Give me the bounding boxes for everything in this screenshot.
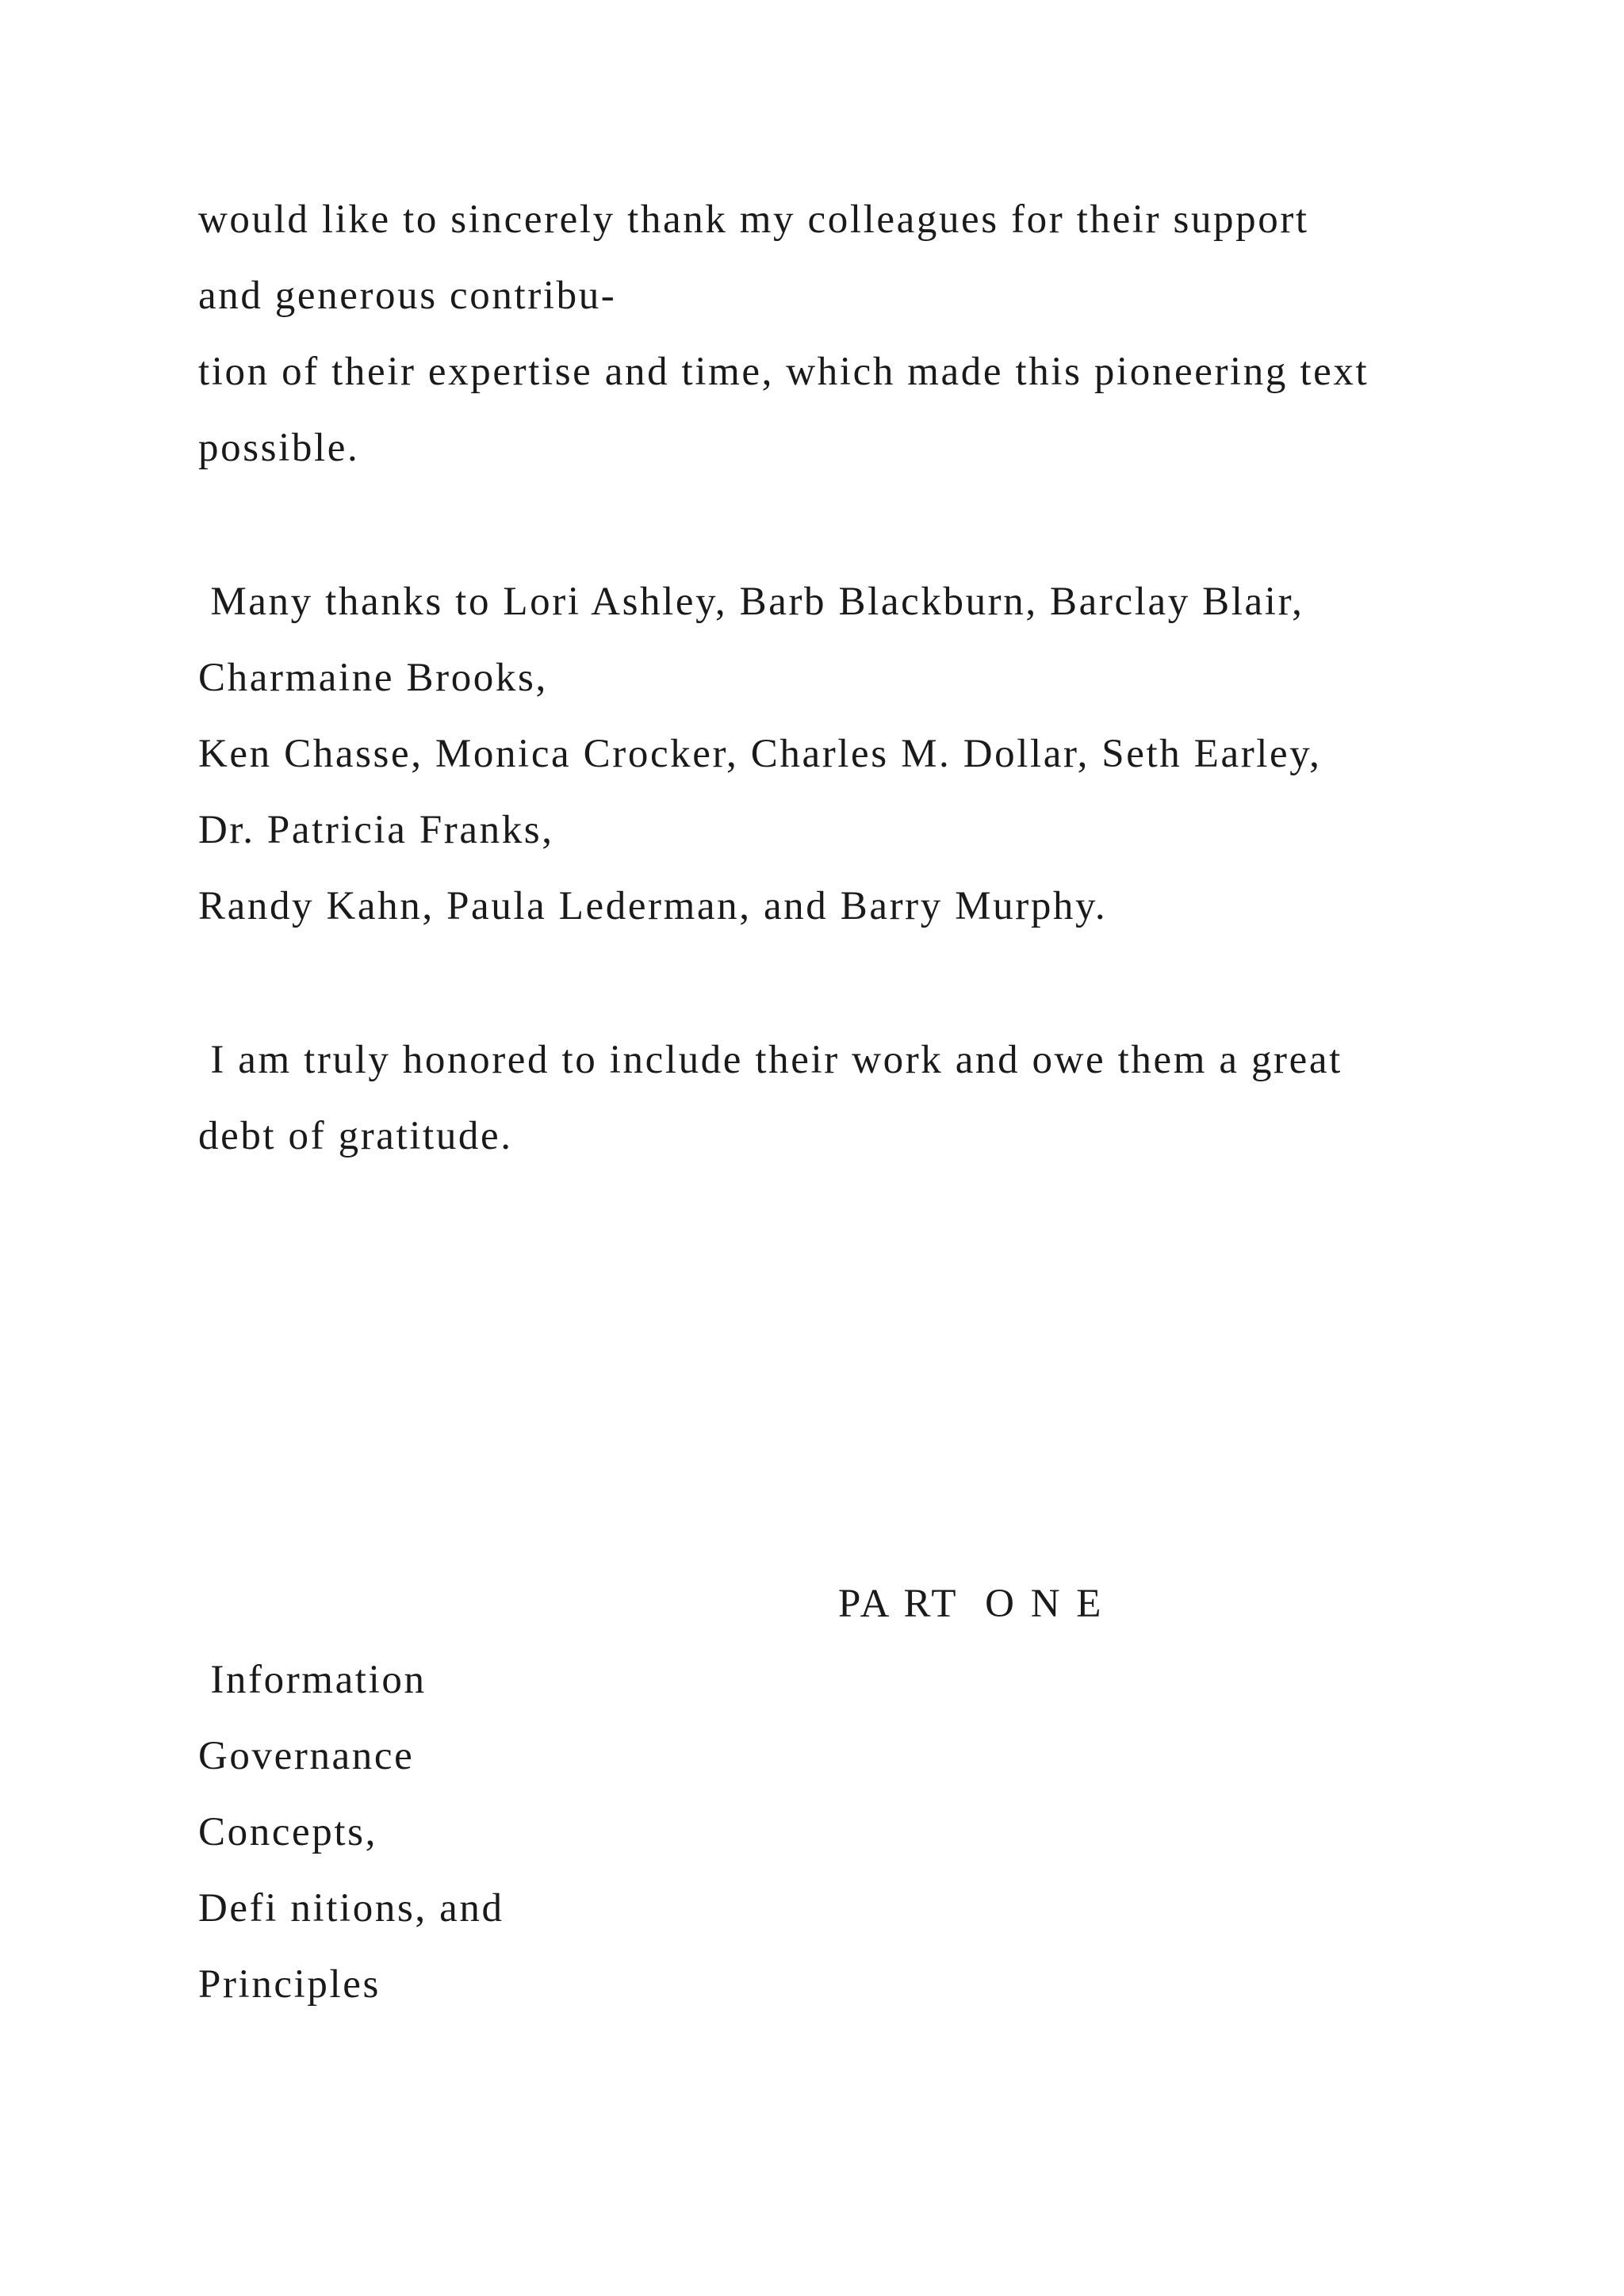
text-line: tion of their expertise and time, which made this pioneering text xyxy=(198,350,1369,394)
part-title-line: Defi nitions, and xyxy=(198,1886,504,1931)
part-title-line: Concepts, xyxy=(198,1810,377,1854)
text-line: possible. xyxy=(198,426,360,470)
text-line: Randy Kahn, Paula Lederman, and Barry Murphy. xyxy=(198,884,1108,928)
text-line: Dr. Patricia Franks, xyxy=(198,808,554,852)
part-title-line: Information xyxy=(198,1658,427,1702)
part-title-line: Governance xyxy=(198,1734,415,1778)
part-label: PA RT O N E xyxy=(838,1582,1105,1626)
text-line: Many thanks to Lori Ashley, Barb Blackburn, Barclay Blair, xyxy=(198,580,1304,624)
text-line: Ken Chasse, Monica Crocker, Charles M. Dollar, Seth Earley, xyxy=(198,732,1322,776)
text-line: debt of gratitude. xyxy=(198,1114,513,1158)
part-title-line: Principles xyxy=(198,1962,381,2007)
text-line: I am truly honored to include their work and owe them a great xyxy=(198,1038,1342,1082)
text-line: and generous contribu- xyxy=(198,274,617,318)
text-line: Charmaine Brooks, xyxy=(198,656,548,700)
text-line: would like to sincerely thank my colleagues for their support xyxy=(198,197,1309,242)
